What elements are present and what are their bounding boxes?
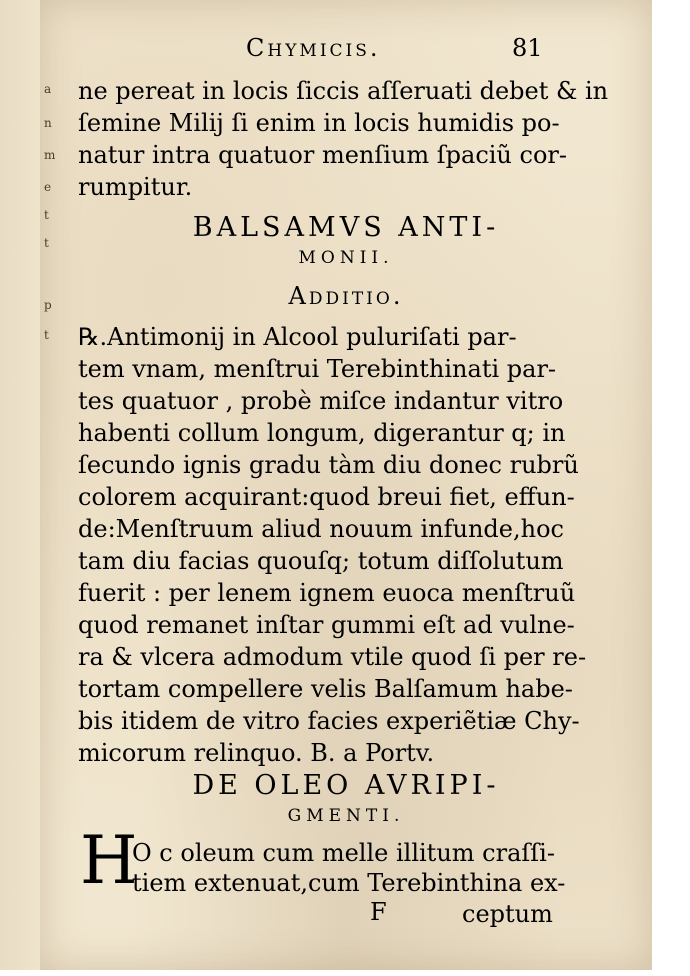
text-line: tortam compellere velis Balſamum habe- [78, 675, 573, 703]
catchword: ceptum [462, 900, 553, 928]
section-title-continued: GMENTI. [287, 806, 405, 826]
drop-cap: H [80, 822, 138, 899]
text-line: natur intra quatuor menſium ſpaciũ cor- [78, 141, 567, 169]
section-title: BALSAMVS ANTI- [192, 212, 500, 243]
text-line: habenti collum longum, digerantur q; in [78, 419, 566, 447]
running-head: Chymicis. [246, 34, 381, 62]
text-line: bis itidem de vitro facies experiẽtiæ Chy- [78, 707, 580, 735]
text-line: ne pereat in locis ſiccis aſſeruati debet & in [78, 77, 609, 105]
text-line: tes quatuor , probè miſce indantur vitro [78, 387, 564, 415]
text-line: de:Menſtruum aliud nouum infunde,hoc [78, 515, 564, 543]
gutter-strip [0, 0, 40, 970]
margin-note: m [44, 148, 56, 162]
section-title: DE OLEO AVRIPI- [192, 770, 500, 801]
text-line: rumpitur. [78, 173, 193, 201]
text-line: ſecundo ignis gradu tàm diu donec rubrũ [78, 451, 579, 479]
text-line: micorum relinquo. B. a Portv. [78, 739, 435, 767]
margin-note: p [44, 298, 52, 312]
text-line: tiem extenuat,cum Terebinthina ex- [132, 869, 566, 897]
margin-note: a [44, 82, 52, 96]
margin-note: e [44, 180, 52, 194]
text-line: ſemine Milij ſi enim in locis humidis po- [78, 109, 560, 137]
signature-mark: F [370, 898, 387, 926]
text-line: ra & vlcera admodum vtile quod ſi per re- [78, 643, 587, 671]
text-line: fuerit : per lenem ignem euoca menſtruũ [78, 579, 576, 607]
text-line: tem vnam, menſtrui Terebinthinati par- [78, 355, 557, 383]
text-line: tam diu facias quouſq; totum diſſolutum [78, 547, 564, 575]
margin-note: t [44, 236, 49, 250]
text-line: ℞.Antimonij in Alcool puluriſati par- [78, 323, 517, 351]
section-subheading: Additio. [288, 282, 404, 310]
page-footer [0, 898, 690, 928]
text-line: O c oleum cum melle illitum craſſi- [132, 839, 555, 867]
margin-note: t [44, 208, 49, 222]
page-number: 81 [512, 34, 543, 62]
text-line: quod remanet inſtar gummi eſt ad vulne- [78, 611, 575, 639]
section-title-continued: MONII. [298, 248, 394, 268]
page-edge [652, 0, 690, 976]
text-line: colorem acquirant:quod breui fiet, effun- [78, 483, 575, 511]
margin-note: t [44, 328, 49, 342]
margin-note: n [44, 116, 52, 130]
page-header [40, 30, 652, 66]
